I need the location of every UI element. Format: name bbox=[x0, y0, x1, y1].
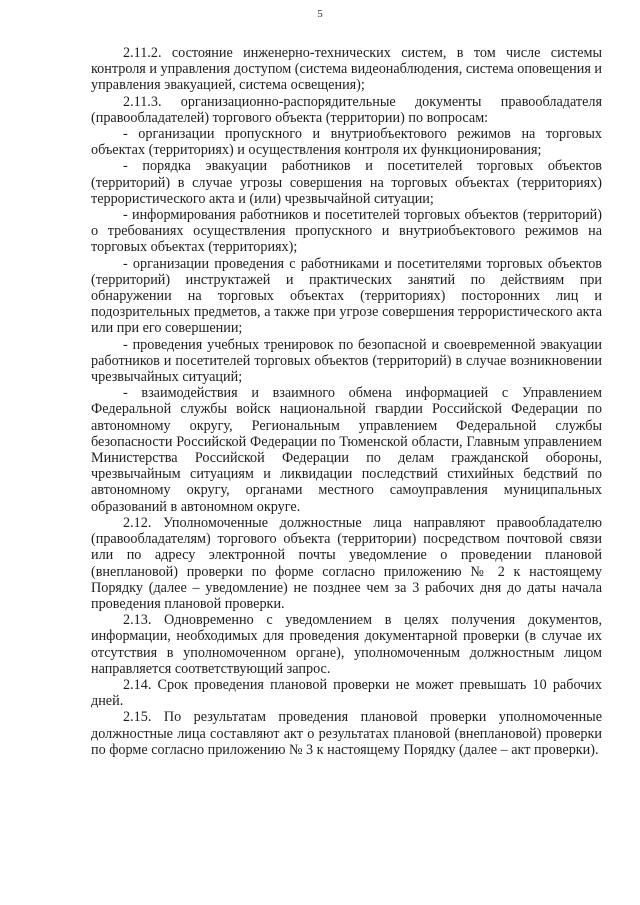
list-item-briefings: - организации проведения с работниками и посетителями торговых объектов (территорий) инструктажей и практических занятий по действиям при обнаружении на торговых объектах (территориях) посторонних лиц и подозрительных предметов, а также при угрозе совершения террористического акта или при его совершении; bbox=[91, 255, 602, 337]
paragraph-2-11-3: 2.11.3. организационно-распорядительные документы правообладателя (правообладателей) торгового объекта (территории) по вопросам: bbox=[91, 93, 602, 126]
list-item-interaction: - взаимодействия и взаимного обмена информацией с Управлением Федеральной службы войск национальной гвардии Российской Федерации по автономному округу, Региональным управлением Федеральной службы безопасности Российской Федерации по Тюменской области, Главным управлением Министерства Российской Федерации по делам гражданской обороны, чрезвычайным ситуациям и ликвидации последствий стихийных бедствий по автономному округу, органами местного самоуправления муниципальных образований в автономном округе. bbox=[91, 385, 602, 515]
document-body bbox=[91, 45, 602, 758]
list-item-informing: - информирования работников и посетителей торговых объектов (территорий) о требованиях осуществления пропускного и внутриобъектового режимов на торговых объектах (территориях); bbox=[91, 207, 602, 256]
list-item-training: - проведения учебных тренировок по безопасной и своевременной эвакуации работников и посетителей торговых объектов (территорий) в случае возникновении чрезвычайных ситуаций; bbox=[91, 336, 602, 386]
list-item-access-control: - организации пропускного и внутриобъектового режимов на торговых объектах (территориях) и осуществления контроля их функционирования; bbox=[91, 126, 602, 159]
paragraph-2-13: 2.13. Одновременно с уведомлением в целях получения документов, информации, необходимых для проведения документарной проверки (в случае их отсутствия в уполномоченном органе), уполномоченным должностным лицом направляется соответствующий запрос. bbox=[91, 612, 602, 677]
list-item-evacuation-procedure: - порядка эвакуации работников и посетителей торговых объектов (территорий) в случае угрозы совершения на торговых объектах (территориях) террористического акта и (или) чрезвычайной ситуации; bbox=[91, 158, 602, 207]
page-number: 5 bbox=[317, 8, 323, 20]
paragraph-2-15: 2.15. По результатам проведения плановой проверки уполномоченные должностные лица составляют акт о результатах плановой (внеплановой) проверки по форме согласно приложению № 3 к настоящему Порядку (далее – акт проверки). bbox=[91, 709, 602, 758]
paragraph-2-11-2: 2.11.2. состояние инженерно-технических систем, в том числе системы контроля и управления доступом (система видеонаблюдения, система оповещения и управления эвакуацией, система освещения); bbox=[91, 45, 602, 94]
paragraph-2-12: 2.12. Уполномоченные должностные лица направляют правообладателю (правообладателям) торгового объекта (территории) посредством почтовой связи или по адресу электронной почты уведомление о проведении плановой (внеплановой) проверки по форме согласно приложению № 2 к настоящему Порядку (далее – уведомление) не позднее чем за 3 рабочих дня до даты начала проведения плановой проверки. bbox=[91, 514, 602, 612]
paragraph-2-14: 2.14. Срок проведения плановой проверки не может превышать 10 рабочих дней. bbox=[91, 676, 602, 710]
